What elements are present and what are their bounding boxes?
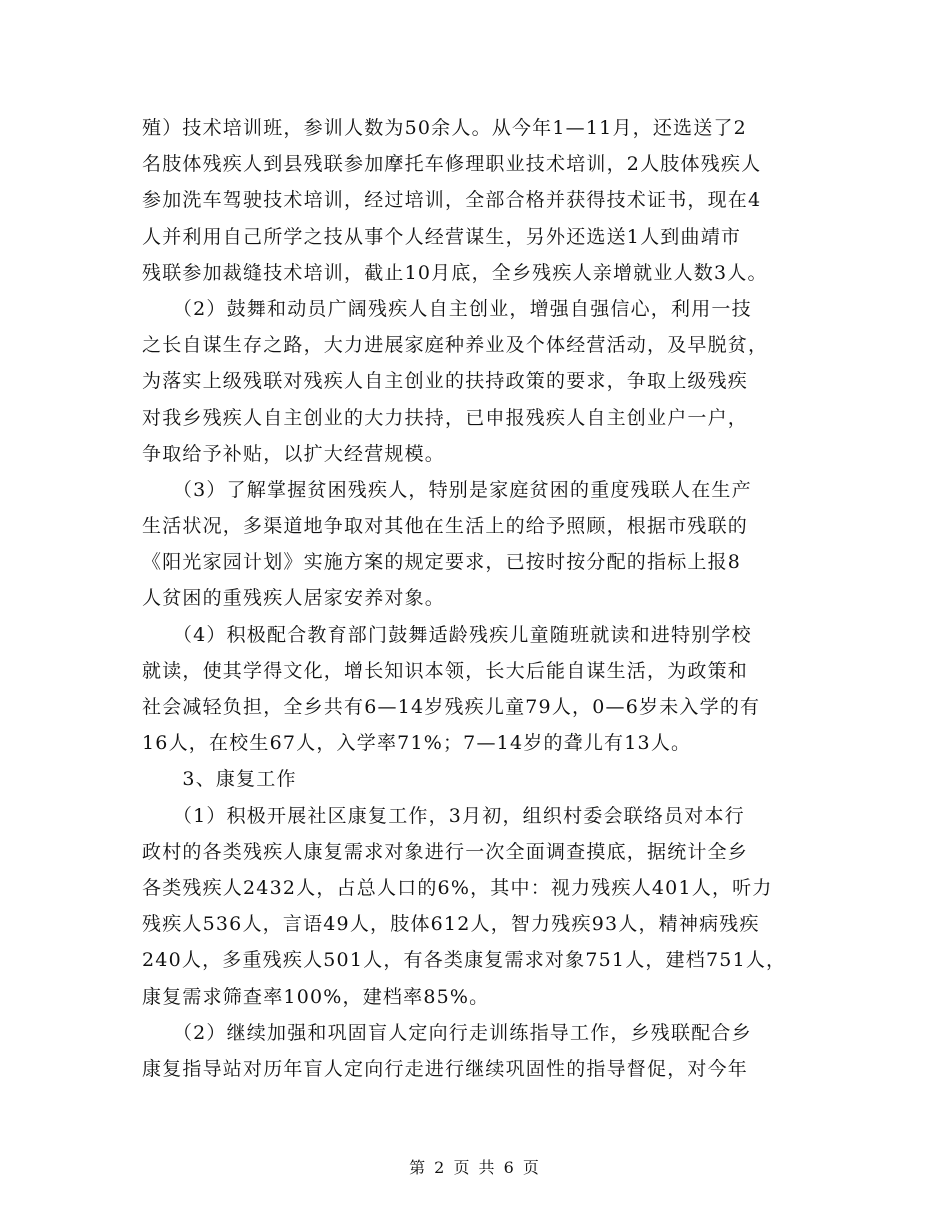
text-line: （4）积极配合教育部门鼓舞适龄残疾儿童随班就读和进特别学校	[142, 623, 752, 646]
text-line: 人贫困的重残疾人居家安养对象。	[142, 587, 446, 610]
text-line: 政村的各类残疾人康复需求对象进行一次全面调查摸底，据统计全乡	[142, 840, 749, 863]
text-line: 社会减轻负担，全乡共有6—14岁残疾儿童79人，0—6岁未入学的有	[142, 696, 761, 718]
text-line: 240人，多重残疾人501人，有各类康复需求对象751人，建档751人，	[142, 949, 787, 972]
text-line: 之长自谋生存之路，大力进展家庭种养业及个体经营活动，及早脱贫，	[142, 334, 769, 357]
text-line: 康复需求筛查率100%，建档率85%。	[142, 985, 490, 1008]
text-line: （2）鼓舞和动员广阔残疾人自主创业，增强自强信心，利用一技	[142, 297, 752, 320]
text-line: （3）了解掌握贫困残疾人，特别是家庭贫困的重度残联人在生产	[142, 478, 752, 501]
text-line: 16人，在校生67人，入学率71%；7—14岁的聋儿有13人。	[142, 732, 692, 755]
text-line: 争取给予补贴，以扩大经营规模。	[142, 442, 446, 465]
text-line: 残疾人536人，言语49人，肢体612人，智力残疾93人，精神病残疾	[142, 913, 760, 936]
text-line: 殖）技术培训班，参训人数为50余人。从今年1—11月，还选送了2	[142, 117, 747, 139]
text-line: （1）积极开展社区康复工作，3月初，组织村委会联络员对本行	[142, 804, 745, 827]
text-line: 名肢体残疾人到县残联参加摩托车修理职业技术培训，2人肢体残疾人	[142, 153, 762, 176]
page-number-footer: 第 2 页 共 6 页	[409, 1158, 541, 1177]
text-line: 人并利用自己所学之技从事个人经营谋生，另外还选送1人到曲靖市	[142, 225, 742, 248]
text-line: 各类残疾人2432人，占总人口的6%，其中：视力残疾人401人，听力	[142, 876, 773, 899]
text-line: 生活状况，多渠道地争取对其他在生活上的给予照顾，根据市残联的	[142, 515, 749, 538]
text-line: 康复指导站对历年盲人定向行走进行继续巩固性的指导督促，对今年	[142, 1057, 749, 1080]
text-line: 残联参加裁缝技术培训，截止10月底，全乡残疾人亲增就业人数3人。	[142, 261, 768, 284]
text-line: 为落实上级残联对残疾人自主创业的扶持政策的要求，争取上级残疾	[142, 370, 749, 393]
text-line: 就读，使其学得文化，增长知识本领，长大后能自谋生活，为政策和	[142, 659, 749, 682]
text-line: 《阳光家园计划》实施方案的规定要求，已按时按分配的指标上报8	[142, 551, 742, 574]
document-body	[142, 110, 812, 1087]
text-line: 参加洗车驾驶技术培训，经过培训，全部合格并获得技术证书，现在4	[142, 189, 762, 212]
text-line: 对我乡残疾人自主创业的大力扶持，已申报残疾人自主创业户一户，	[142, 406, 749, 429]
text-line: （2）继续加强和巩固盲人定向行走训练指导工作，乡残联配合乡	[142, 1021, 752, 1044]
section-heading: 3、康复工作	[142, 768, 297, 791]
